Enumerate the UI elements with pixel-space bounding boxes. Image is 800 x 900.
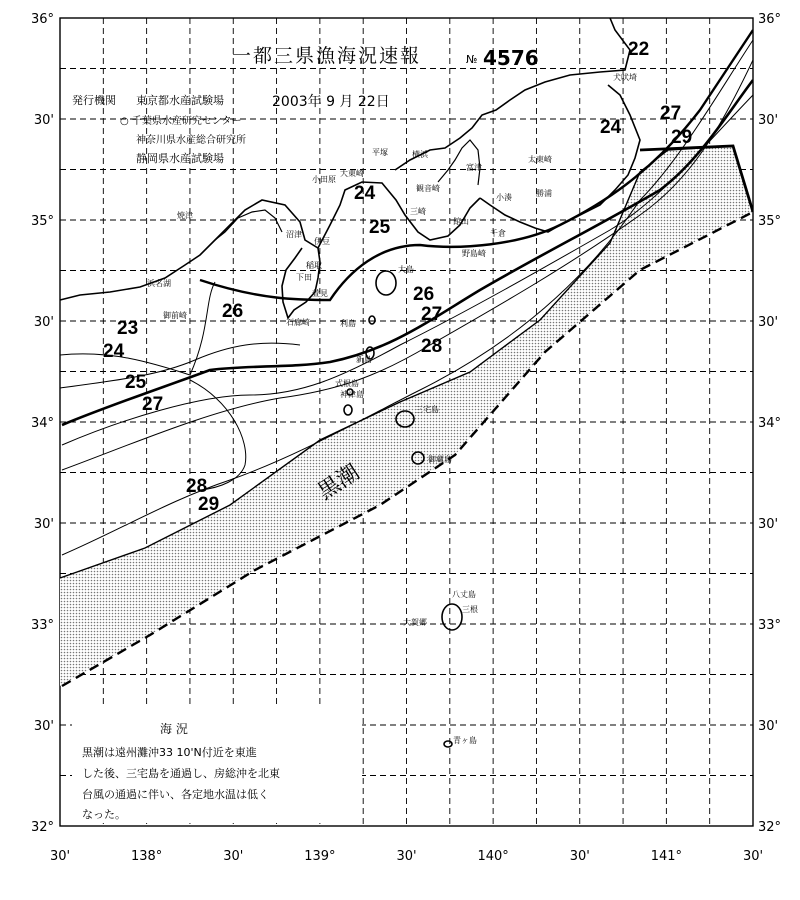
notes-line: した後、三宅島を通過し、房総沖を北東 (82, 767, 280, 780)
isotherm-label: 25 (125, 372, 147, 393)
latitude-label: 32° (758, 820, 782, 835)
isotherm-label: 28 (186, 476, 208, 497)
place-name: 下田 (296, 273, 312, 282)
isotherm-label: 26 (413, 284, 435, 305)
isotherm-label: 24 (103, 341, 125, 362)
latitude-label: 34° (758, 416, 782, 431)
place-name: 観音崎 (416, 184, 440, 193)
map-title: 一都三県漁海況速報 (232, 45, 422, 67)
latitude-label: 30' (758, 719, 779, 734)
place-name: 勝浦 (536, 189, 552, 198)
isotherm-label: 27 (660, 103, 682, 124)
issuer-kanagawa: 神奈川県水産総合研究所 (136, 135, 246, 146)
isotherm-label: 24 (354, 183, 376, 204)
place-name: 焼津 (177, 211, 193, 220)
place-name: 小田原 (312, 175, 336, 184)
isotherm-label: 24 (600, 117, 622, 138)
latitude-label: 36° (30, 12, 54, 27)
place-name: 千倉 (490, 229, 506, 238)
place-name: 稲取 (306, 261, 322, 270)
place-name: 利島 (340, 319, 356, 328)
isotherm-label: 29 (198, 494, 220, 515)
longitude-label: 140° (477, 849, 509, 864)
longitude-label: 30' (49, 849, 71, 864)
place-name: 新島 (356, 355, 372, 364)
longitude-label: 30' (223, 849, 244, 864)
latitude-labels-left (31, 12, 54, 835)
place-name: 萱見 (312, 289, 328, 298)
issuer-label: 発行機関 (72, 94, 116, 107)
issue-number: 4576 (483, 46, 539, 70)
isotherm-label: 23 (117, 318, 139, 339)
notes-box (72, 705, 362, 823)
place-name: 平塚 (372, 148, 388, 157)
place-name: 小湊 (496, 193, 512, 202)
isotherm-label: 26 (222, 301, 244, 322)
place-name: 式根島 (335, 379, 359, 388)
place-name: 三根 (462, 605, 478, 614)
latitude-label: 34° (30, 416, 54, 431)
place-name: 三崎 (410, 207, 426, 216)
place-name: 大島 (398, 265, 414, 274)
place-name: 沼津 (286, 230, 302, 239)
place-name: 犬吠埼 (613, 73, 637, 82)
latitude-label: 36° (758, 12, 782, 27)
isotherm-label: 27 (142, 394, 164, 415)
place-name: 横浜 (412, 150, 428, 159)
place-name: 神津島 (340, 390, 364, 399)
longitude-label: 30' (742, 849, 764, 864)
latitude-labels-right (758, 12, 781, 835)
longitude-label: 141° (650, 849, 683, 864)
notes-line: 黒潮は遠州灘沖33 10'N付近を東進 (82, 746, 257, 759)
longitude-label: 138° (130, 849, 163, 864)
longitude-labels (50, 849, 763, 864)
isotherm-label: 27 (421, 304, 443, 325)
place-name: 青ヶ島 (453, 736, 477, 745)
place-name: 三宅島 (415, 405, 439, 414)
isotherm-label: 28 (421, 336, 443, 357)
place-name: 八丈島 (452, 590, 476, 599)
place-name: 大賀郷 (403, 618, 427, 627)
place-name: 浜名湖 (147, 279, 171, 288)
place-name: 富津 (466, 163, 482, 172)
notes-line: なった。 (82, 808, 126, 821)
latitude-label: 32° (30, 820, 54, 835)
latitude-label: 35° (30, 214, 54, 229)
longitude-label: 30' (569, 849, 590, 864)
place-name: 御蔵島 (428, 455, 452, 464)
latitude-label: 30' (33, 517, 54, 532)
place-name: 石廊崎 (286, 318, 310, 327)
place-name: 大東崎 (340, 169, 364, 178)
notes-line: 台風の通過に伴い、各定地水温は低く (82, 788, 269, 801)
place-name: 館山 (453, 217, 469, 226)
kuroshio-label: 黒潮 (313, 460, 365, 506)
longitude-label: 30' (396, 849, 417, 864)
place-name: 太東崎 (528, 155, 552, 164)
latitude-label: 30' (33, 719, 54, 734)
place-name: 御前崎 (163, 311, 187, 320)
isotherm-label: 22 (628, 39, 650, 60)
issuer-chiba: ○ 千葉県水産研究センター (120, 116, 242, 127)
isotherm-label: 29 (671, 127, 693, 148)
latitude-label: 30' (758, 113, 779, 128)
latitude-label: 30' (758, 517, 779, 532)
issue-date: 2003年 9 月 22日 (272, 94, 390, 110)
notes-heading: 海 況 (160, 722, 188, 736)
latitude-label: 33° (758, 618, 782, 633)
place-name: 伊豆 (314, 237, 330, 246)
latitude-label: 30' (33, 315, 54, 330)
place-name: 野島崎 (462, 249, 486, 258)
isotherm-label: 25 (369, 217, 391, 238)
issue-number-prefix: № (466, 53, 478, 66)
latitude-label: 35° (758, 214, 782, 229)
latitude-label: 33° (30, 618, 54, 633)
latitude-label: 30' (758, 315, 779, 330)
issuer-tokyo: 東京都水産試験場 (136, 94, 224, 107)
longitude-label: 139° (304, 849, 336, 864)
issuer-shizuoka: 静岡県水産試験場 (136, 152, 224, 165)
latitude-label: 30' (33, 113, 54, 128)
